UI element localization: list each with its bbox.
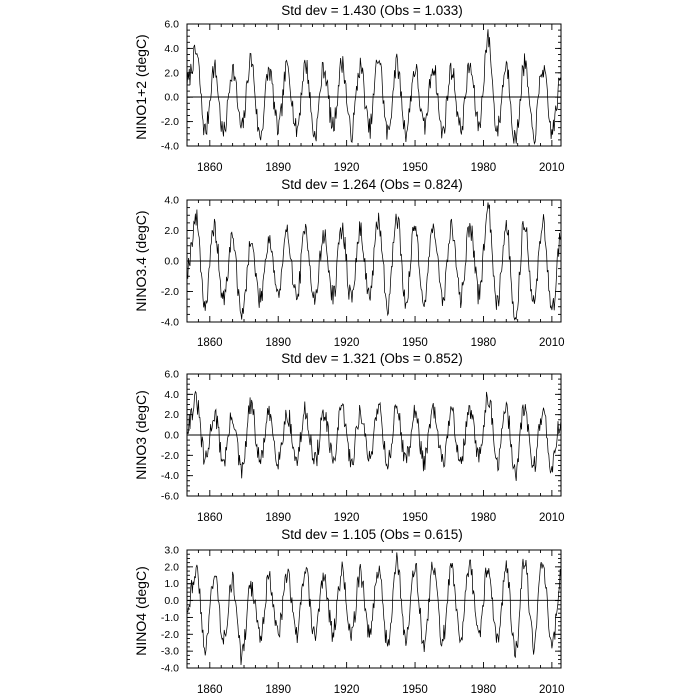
- y-tick-label: 4.0: [164, 42, 179, 55]
- panel-nino12: [133, 3, 565, 174]
- x-tick-label: 1890: [265, 512, 291, 524]
- panel-title: Std dev = 1.105 (Obs = 0.615): [281, 527, 463, 542]
- y-tick-label: 2.0: [164, 225, 179, 237]
- y-tick-label: -4.0: [160, 140, 179, 153]
- y-tick-label: 3.0: [164, 544, 179, 557]
- x-tick-label: 1980: [470, 162, 497, 174]
- y-tick-label: 0.0: [164, 429, 179, 442]
- series-line-nino3: [187, 392, 561, 481]
- y-tick-label: 0.0: [164, 255, 179, 268]
- y-tick-label: -1.0: [160, 611, 179, 624]
- y-axis-label: NINO3.4 (degC): [133, 210, 149, 312]
- x-tick-label: 1860: [197, 512, 223, 524]
- x-tick-label: 1890: [265, 684, 291, 696]
- x-tick-label: 1980: [470, 337, 497, 349]
- x-tick-label: 1920: [333, 162, 360, 174]
- y-tick-label: -2.0: [160, 628, 179, 641]
- y-tick-label: 4.0: [164, 388, 179, 401]
- y-tick-label: 6.0: [164, 18, 179, 31]
- x-tick-label: 2010: [539, 162, 565, 174]
- y-tick-label: 2.0: [164, 67, 179, 80]
- x-tick-label: 1920: [333, 337, 360, 349]
- x-tick-label: 1920: [333, 684, 360, 696]
- series-line-nino4: [187, 552, 561, 665]
- y-tick-label: -2.0: [160, 286, 179, 298]
- y-tick-label: -2.0: [160, 116, 179, 129]
- y-tick-label: 2.0: [164, 409, 179, 422]
- x-tick-label: 1950: [402, 512, 428, 524]
- x-tick-label: 1890: [265, 337, 291, 349]
- y-tick-label: 0.0: [164, 594, 179, 607]
- y-tick-label: 0.0: [164, 91, 179, 104]
- y-axis-label: NINO4 (degC): [133, 566, 149, 656]
- y-tick-label: 1.0: [164, 578, 179, 591]
- y-tick-label: -4.0: [160, 662, 179, 675]
- x-tick-label: 1950: [402, 684, 428, 696]
- y-axis-label: NINO3 (degC): [133, 390, 149, 480]
- x-tick-label: 1950: [402, 162, 428, 174]
- y-tick-label: 4.0: [164, 194, 179, 207]
- x-tick-label: 1860: [197, 337, 223, 349]
- x-tick-label: 1950: [402, 337, 428, 349]
- y-tick-label: -6.0: [160, 490, 179, 503]
- series-line-nino12: [187, 29, 561, 143]
- panel-nino3: [133, 351, 565, 524]
- x-tick-label: 1980: [470, 512, 497, 524]
- x-tick-label: 1890: [265, 162, 291, 174]
- x-tick-label: 2010: [539, 337, 565, 349]
- y-tick-label: -2.0: [160, 449, 179, 462]
- x-tick-label: 1860: [197, 162, 223, 174]
- y-tick-label: -3.0: [160, 645, 179, 658]
- y-tick-label: -4.0: [160, 470, 179, 483]
- x-tick-label: 1980: [470, 684, 497, 696]
- x-tick-label: 2010: [539, 684, 565, 696]
- x-tick-label: 2010: [539, 512, 565, 524]
- panel-nino34: [133, 177, 565, 349]
- plot-frame: [187, 550, 561, 668]
- panel-nino4: [133, 527, 565, 696]
- y-tick-label: 2.0: [164, 561, 179, 574]
- x-tick-label: 1860: [197, 684, 223, 696]
- y-tick-label: 6.0: [164, 368, 179, 381]
- x-tick-label: 1920: [333, 512, 360, 524]
- panel-title: Std dev = 1.321 (Obs = 0.852): [281, 351, 463, 366]
- y-tick-label: -4.0: [160, 316, 179, 329]
- panel-title: Std dev = 1.264 (Obs = 0.824): [281, 177, 463, 192]
- y-axis-label: NINO1+2 (degC): [133, 34, 149, 140]
- panel-title: Std dev = 1.430 (Obs = 1.033): [281, 3, 463, 18]
